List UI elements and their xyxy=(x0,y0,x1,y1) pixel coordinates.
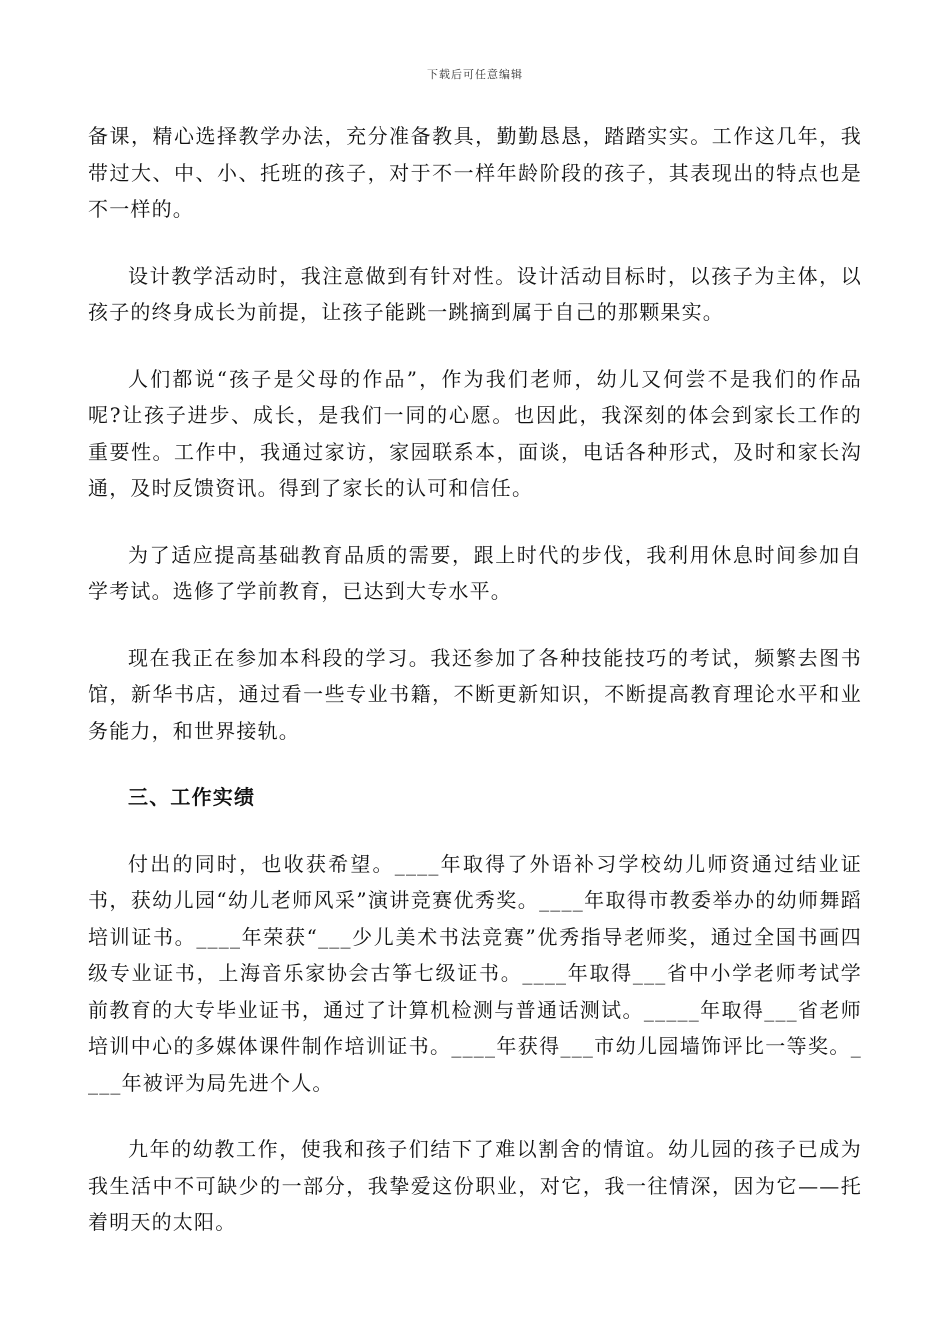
paragraph-7: 九年的幼教工作，使我和孩子们结下了难以割舍的情谊。幼儿园的孩子已成为我生活中不可缺少的一部分，我挚爱这份职业，对它，我一往情深，因为它——托着明天的太阳。 xyxy=(88,1137,862,1234)
paragraph-6: 付出的同时，也收获希望。____年取得了外语补习学校幼儿师资通过结业证书，获幼儿园“幼儿老师风采”演讲竞赛优秀奖。____年取得市教委举办的幼师舞蹈培训证书。____年荣获“___少儿美术书法竞赛”优秀指导老师奖，通过全国书画四级专业证书，上海音乐家协会古筝七级证书。____年取得___省中小学老师考试学前教育的大专毕业证书，通过了计算机检测与普通话测试。_____年取得___省老师培训中心的多媒体课件制作培训证书。____年获得___市幼儿园墙饰评比一等奖。____年被评为局先进个人。 xyxy=(88,851,862,1095)
header-note: 下载后可任意编辑 xyxy=(427,68,523,81)
paragraph-2: 设计教学活动时，我注意做到有针对性。设计活动目标时，以孩子为主体，以孩子的终身成长为前提，让孩子能跳一跳摘到属于自己的那颗果实。 xyxy=(88,263,862,324)
paragraph-4: 为了适应提高基础教育品质的需要，跟上时代的步伐，我利用休息时间参加自学考试。选修了学前教育，已达到大专水平。 xyxy=(88,542,862,603)
paragraph-1: 备课，精心选择教学办法，充分准备教具，勤勤恳恳，踏踏实实。工作这几年，我带过大、中、小、托班的孩子，对于不一样年龄阶段的孩子，其表现出的特点也是不一样的。 xyxy=(88,124,862,221)
paragraph-3: 人们都说“孩子是父母的作品”，作为我们老师，幼儿又何尝不是我们的作品呢?让孩子进步、成长，是我们一同的心愿。也因此，我深刻的体会到家长工作的重要性。工作中，我通过家访，家园联系本，面谈，电话各种形式，及时和家长沟通，及时反馈资讯。得到了家长的认可和信任。 xyxy=(88,366,862,500)
document-body xyxy=(88,118,862,1271)
paragraph-5: 现在我正在参加本科段的学习。我还参加了各种技能技巧的考试，频繁去图书馆，新华书店，通过看一些专业书籍，不断更新知识，不断提高教育理论水平和业务能力，和世界接轨。 xyxy=(88,645,862,743)
section-heading: 三、工作实绩 xyxy=(128,785,256,809)
